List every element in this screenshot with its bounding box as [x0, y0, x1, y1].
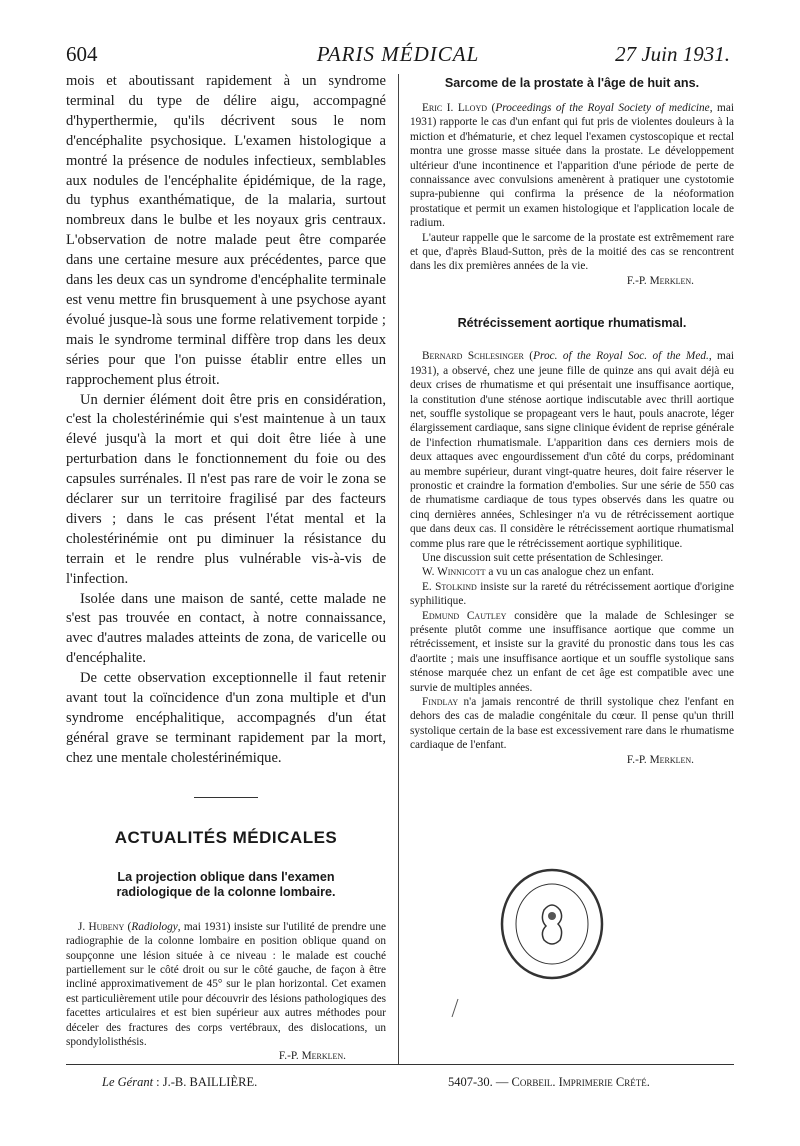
article-title: La projection oblique dans l'examen radiologique de la colonne lombaire.	[116, 869, 336, 899]
article-body: E. Stolkind insiste sur la rareté du rétrécissement aortique d'origine syphilitique.	[410, 580, 734, 608]
article-body: J. Hubeny (Radiology, mai 1931) insiste sur l'utilité de prendre une radiographie de la colonne lombaire en position oblique quand on soupçonne une lésion située à ce niveau : le malade est couché partiellement sur le côté droit ou sur le côté gauche, de façon à être incliné approximativement de 45° sur le plan horizontal. Cet examen est particulièrement utile pour découvrir des lésions pathologiques des facettes articulaires et est bien supérieur aux autres méthodes pour déceler des fractures des corps vertébraux, des dislocations, un spondylolisthésis.	[66, 920, 386, 1048]
pencil-mark	[448, 998, 462, 1018]
article-body: Edmund Cautley considère que la malade de Schlesinger se présente plutôt comme une insuffisance aortique que comme un rétrécissement, et insiste sur la gravité du pronostic dans tous les cas d'aortite ; mais une insuffisance aortique et un souffle systolique sans sténose marquée chez un enfant de cet âge est compatible avec une survie de multiples années.	[410, 609, 734, 694]
paragraph: Un dernier élément doit être pris en considération, c'est la cholestérinémie qui s'est maintenue à un taux élevé jusqu'à la mort et qui doit être liée à une perturbation dans le fonctionnement du foie ou des capsules surrénales. Il n'est pas rare de voir le zona se déclarer sur un territoire fragilisé par des facteurs divers ; dans le cas présent l'état mental et la cholestérinémie ont pu diminuer la résistance du terrain et le rendre plus vulnérable vis-à-vis de l'infection.	[66, 391, 386, 587]
journal-ref: Proceedings of the Royal Society of medicine	[495, 102, 710, 114]
author-name: J. Hubeny	[78, 920, 125, 933]
right-column	[410, 76, 734, 767]
article-body: L'auteur rappelle que le sarcome de la prostate est extrêmement rare et que, d'après Blaud-Sutton, près de la moitié des cas se rencontrent dans les dix premières années de la vie.	[410, 231, 734, 273]
author-name: Bernard Schlesinger	[422, 350, 524, 363]
article-title: Sarcome de la prostate à l'âge de huit ans.	[444, 76, 700, 90]
paragraph: Isolée dans une maison de santé, cette malade ne s'est pas trouvée en contact, à notre connaissance, avec d'autres malades atteints de zona, de varicelle ou d'encéphalite.	[66, 590, 386, 667]
section-heading: ACTUALITÉS MÉDICALES	[114, 827, 338, 847]
gerant-line: Le Gérant : J.-B. BAILLIÈRE.	[102, 1075, 258, 1089]
journal-ref: Radiology	[131, 920, 178, 933]
signature: F.-P. Merklen.	[626, 753, 694, 766]
paragraph: mois et aboutissant rapidement à un syndrome terminal du type de délire aigu, accompagné d'hyperthermie, qu'ils décrivent sous le nom d'encéphalite psychosique. L'examen histologique a montré la présence de nodules infectieux, semblables aux nodules de l'encéphalite épidémique, de la rage, du typhus exanthématique, de la malaria, surtout nombreux dans le bulbe et les noyaux gris centraux. L'observation de notre malade peut être comparée dans une certaine mesure aux précédentes, parce que dans les deux cas un syndrome d'encéphalite terminale est venu mettre fin brusquement à une psychose ayant évolué jusque-là sous une forme relativement torpide ; mais le syndrome terminal diffère trop dans les deux séries pour que l'on puisse établir entre elles un rapprochement plus étroit.	[66, 73, 386, 388]
page-footer	[66, 1064, 734, 1095]
page-header	[66, 42, 730, 68]
article-body: Bernard Schlesinger (Proc. of the Royal Soc. of the Med., mai 1931), a observé, chez une jeune fille de quinze ans qui avait déjà eu deux crises de rhumatisme et qui présentait une insuffisance aortique, la constitution d'une sténose aortique indiscutable avec thrill aortique net, souffle systolique se propageant vers le haut, pouls anacrote, léger élargissement cardiaque, sans signe clinique évident de reprise générale de l'infection rhumatismale. L'apparition dans ces derniers mois de deux attaques avec engourdissement d'un côté du corps, prédominant au membre supérieur, durant vingt-quatre heures, doit faire réserver le pronostic et craindre la formation d'embolies. Sur une série de 550 cas de rhumatisme cardiaque de tous types observés dans les quatre ou cinq dernières années, Schlesinger n'a vu de rétrécissement aortique que dans deux cas. Il considère le rétrécissement aortique rhumatismal comme plus rare que le rétrécissement aortique syphilitique.	[410, 350, 734, 550]
article-title: Rétrécissement aortique rhumatismal.	[457, 316, 687, 331]
library-stamp	[498, 866, 606, 982]
printer-line: 5407-30. — Corbeil. Imprimerie Crété.	[448, 1075, 650, 1089]
column-divider	[398, 74, 399, 1064]
article-body: Une discussion suit cette présentation de Schlesinger.	[422, 551, 664, 564]
page-number: 604	[66, 42, 98, 66]
journal-title: PARIS MÉDICAL	[316, 42, 480, 66]
signature: F.-P. Merklen.	[278, 1050, 346, 1063]
article-body: Eric I. Lloyd (Proceedings of the Royal Society of medicine, mai 1931) rapporte le cas d'un enfant qui fut pris de violentes douleurs à la miction et d'hématurie, et chez lequel l'examen cystoscopique et rectal montra une grosse masse située dans la prostate. Le développement ultérieur d'une incontinence et l'apparition d'une période de perte de connaissance avec convulsions amenèrent à pratiquer une cystotomie supra-pubienne qui confirma la présence de la néoformation prostatique et permit un examen histologique et l'application locale de radium.	[410, 102, 734, 230]
article-body: Findlay n'a jamais rencontré de thrill systolique chez l'enfant en dehors des cas de maladie congénitale du cœur. Il pense qu'un thrill systolique certain de la base est excessivement rare dans le rhumatisme cardiaque de l'enfant.	[410, 696, 734, 752]
author-name: Eric I. Lloyd	[422, 102, 488, 114]
section-divider	[194, 797, 258, 798]
signature: F.-P. Merklen.	[626, 274, 694, 287]
article-body: W. Winnicott a vu un cas analogue chez un enfant.	[422, 566, 654, 579]
journal-ref: Proc. of the Royal Soc. of the Med.	[533, 350, 709, 363]
paragraph: De cette observation exceptionnelle il faut retenir avant tout la coïncidence d'un zona multiple et d'un syndrome encéphalitique, accompagnés d'un état général grave se terminant rapidement par la mort, chez une mentale cholestérinémique.	[66, 670, 386, 766]
issue-date: 27 Juin 1931.	[615, 42, 730, 66]
left-column	[66, 72, 386, 1064]
